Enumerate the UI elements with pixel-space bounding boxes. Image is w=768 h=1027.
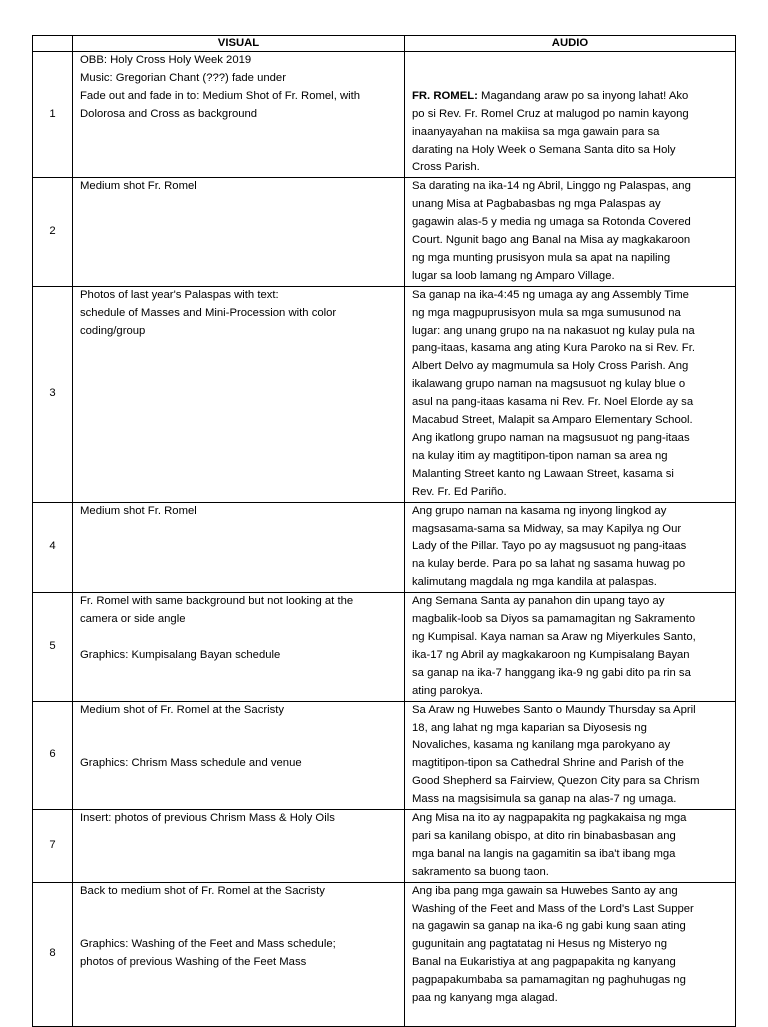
table-row xyxy=(33,502,736,593)
header-num xyxy=(33,36,73,52)
audio-line: paa ng kanyang mga alagad. xyxy=(412,992,558,1005)
visual-line xyxy=(80,901,400,919)
visual-line: Photos of last year's Palaspas with text: xyxy=(80,288,279,301)
audio-line: Sa Araw ng Huwebes Santo o Maundy Thursday sa April xyxy=(412,703,696,716)
visual-line: Medium shot Fr. Romel xyxy=(80,504,197,517)
audio-line: Cross Parish. xyxy=(412,161,480,174)
table-row xyxy=(33,882,736,1026)
table-row xyxy=(33,178,736,286)
audio-line: Macabud Street, Malapit sa Amparo Elementary School. xyxy=(412,414,693,427)
visual-cell xyxy=(73,810,405,883)
audio-line: Albert Delvo ay magmumula sa Holy Cross Parish. Ang xyxy=(412,360,689,373)
table-row xyxy=(33,52,736,178)
audio-line: asul na pang-itaas kasama ni Rev. Fr. Noel Elorde ay sa xyxy=(412,396,694,409)
audio-line: pagpapakumbaba sa pamamagitan ng paghuhugas ng xyxy=(412,974,686,987)
row-number: 2 xyxy=(33,178,73,286)
visual-line: Insert: photos of previous Chrism Mass & Holy Oils xyxy=(80,812,335,825)
audio-line: Ang Misa na ito ay nagpapakita ng pagkakaisa ng mga xyxy=(412,812,687,825)
speaker-label: FR. ROMEL: xyxy=(412,89,478,102)
table-row xyxy=(33,593,736,701)
visual-line xyxy=(80,918,400,936)
audio-line: Banal na Eukaristiya at ang pagpapakita ng kanyang xyxy=(412,956,676,969)
audio-line: ng mga magpuprusisyon mula sa mga sumusunod na xyxy=(412,306,681,319)
audio-line: Malanting Street kanto ng Lawaan Street, kasama si xyxy=(412,467,674,480)
visual-cell xyxy=(73,593,405,701)
audio-cell xyxy=(405,52,736,178)
audio-line-text: Magandang araw po sa inyong lahat! Ako xyxy=(477,89,689,102)
audio-line: ika-17 ng Abril ay magkakaroon ng Kumpisalang Bayan xyxy=(412,648,690,661)
audio-line: na gagawin sa ganap na ika-6 ng gabi kung saan ating xyxy=(412,920,686,933)
audio-cell xyxy=(405,701,736,809)
visual-cell xyxy=(73,52,405,178)
audio-line: lugar sa loob lamang ng Amparo Village. xyxy=(412,269,615,282)
audio-line: inaanyayahan na makiisa sa mga gawain para sa xyxy=(412,125,660,138)
visual-line: Fr. Romel with same background but not looking at the xyxy=(80,595,354,608)
audio-line: magsasama-sama sa Midway, sa may Kapilya ng Our xyxy=(412,522,682,535)
audio-line: Ang grupo naman na kasama ng inyong lingkod ay xyxy=(412,504,667,517)
audio-line: kalimutang magdala ng mga kandila at palaspas. xyxy=(412,576,657,589)
audio-line: Good Shepherd sa Fairview, Quezon City para sa Chrism xyxy=(412,775,700,788)
visual-line: Music: Gregorian Chant (???) fade under xyxy=(80,71,286,84)
audio-line: sakramento sa buong taon. xyxy=(412,865,549,878)
audio-line: ating parokya. xyxy=(412,684,483,697)
visual-line xyxy=(80,720,400,738)
audio-line: pari sa kanilang obispo, at dito rin binabasbasan ang xyxy=(412,829,676,842)
audio-line: Ang Semana Santa ay panahon din upang tayo ay xyxy=(412,595,665,608)
audio-line: Washing of the Feet and Mass of the Lord's Last Supper xyxy=(412,902,694,915)
row-number: 5 xyxy=(33,593,73,701)
visual-line: Back to medium shot of Fr. Romel at the Sacristy xyxy=(80,884,325,897)
row-number: 6 xyxy=(33,701,73,809)
audio-line: na kulay itim ay magtitipon-tipon naman sa area ng xyxy=(412,449,668,462)
header-visual: VISUAL xyxy=(73,36,405,52)
audio-line: lugar: ang unang grupo na na nakasuot ng kulay pula na xyxy=(412,324,695,337)
header-row xyxy=(33,36,736,52)
audio-line: Mass na magsisimula sa ganap na alas-7 ng umaga. xyxy=(412,793,677,806)
audio-line: gugunitain ang pagtatatag ni Hesus ng Misteryo ng xyxy=(412,938,667,951)
audio-line: sa ganap na ika-7 hanggang ika-9 ng gabi dito pa rin sa xyxy=(412,666,691,679)
row-number: 1 xyxy=(33,52,73,178)
visual-line: Graphics: Washing of the Feet and Mass schedule; xyxy=(80,938,336,951)
visual-cell xyxy=(73,882,405,1026)
visual-cell xyxy=(73,701,405,809)
audio-cell xyxy=(405,178,736,286)
visual-line: Medium shot Fr. Romel xyxy=(80,180,197,193)
visual-cell xyxy=(73,502,405,593)
header-audio: AUDIO xyxy=(405,36,736,52)
audio-line: Ang iba pang mga gawain sa Huwebes Santo ay ang xyxy=(412,884,678,897)
audio-line: Novaliches, kasama ng kanilang mga parokyano ay xyxy=(412,739,671,752)
audio-line: na kulay berde. Para po sa lahat ng sasama huwag po xyxy=(412,558,686,571)
audio-line: unang Misa at Pagbabasbas ng mga Palaspas ay xyxy=(412,198,661,211)
audio-line: 18, ang lahat ng mga kaparian sa Diyosesis ng xyxy=(412,721,647,734)
audio-line: magtitipon-tipon sa Cathedral Shrine and Parish of the xyxy=(412,757,684,770)
visual-line: Medium shot of Fr. Romel at the Sacristy xyxy=(80,703,285,716)
visual-line: OBB: Holy Cross Holy Week 2019 xyxy=(80,54,252,66)
table-body xyxy=(33,52,736,1027)
audio-line: ng mga munting prusisyon mula sa apat na napiling xyxy=(412,251,671,264)
visual-line: coding/group xyxy=(80,324,146,337)
visual-line: photos of previous Washing of the Feet Mass xyxy=(80,956,307,969)
table-row xyxy=(33,810,736,883)
audio-line: Ang ikatlong grupo naman na magsusuot ng pang-itaas xyxy=(412,432,690,444)
visual-line xyxy=(80,629,400,647)
row-number: 8 xyxy=(33,882,73,1026)
visual-cell xyxy=(73,178,405,286)
row-number: 4 xyxy=(33,502,73,593)
audio-cell xyxy=(405,810,736,883)
audio-line: Rev. Fr. Ed Pariño. xyxy=(412,485,507,498)
audio-cell xyxy=(405,593,736,701)
table-row xyxy=(33,701,736,809)
spacer xyxy=(412,70,731,88)
visual-line: Graphics: Chrism Mass schedule and venue xyxy=(80,757,302,770)
audio-line: Sa darating na ika-14 ng Abril, Linggo ng Palaspas, ang xyxy=(412,180,691,193)
visual-line xyxy=(80,737,400,755)
script-table xyxy=(32,35,736,1027)
audio-line xyxy=(412,88,731,106)
audio-line: po si Rev. Fr. Romel Cruz at malugod po namin kayong xyxy=(412,107,689,120)
row-number: 7 xyxy=(33,810,73,883)
audio-cell xyxy=(405,882,736,1026)
audio-line: pang-itaas, kasama ang ating Kura Paroko na si Rev. Fr. xyxy=(412,342,695,355)
audio-line: Court. Ngunit bago ang Banal na Misa ay magkakaroon xyxy=(412,234,691,247)
audio-line: gagawin alas-5 y media ng umaga sa Rotonda Covered xyxy=(412,216,691,229)
row-number: 3 xyxy=(33,286,73,502)
spacer xyxy=(412,52,731,70)
audio-line: ikalawang grupo naman na magsusuot ng kulay blue o xyxy=(412,378,686,391)
visual-line: schedule of Masses and Mini-Procession with color xyxy=(80,306,337,319)
audio-line: darating na Holy Week o Semana Santa dito sa Holy xyxy=(412,143,676,156)
audio-cell xyxy=(405,286,736,502)
visual-line: Fade out and fade in to: Medium Shot of Fr. Romel, with xyxy=(80,89,361,102)
visual-line: camera or side angle xyxy=(80,613,186,626)
audio-line: Sa ganap na ika-4:45 ng umaga ay ang Assembly Time xyxy=(412,288,689,301)
audio-cell xyxy=(405,502,736,593)
audio-line: mga banal na langis na gagamitin sa iba't ibang mga xyxy=(412,847,676,860)
spacer xyxy=(412,1008,731,1026)
audio-line: magbalik-loob sa Diyos sa pamamagitan ng Sakramento xyxy=(412,613,696,626)
visual-line: Graphics: Kumpisalang Bayan schedule xyxy=(80,648,281,661)
audio-line: Lady of the Pillar. Tayo po ay magsusuot ng pang-itaas xyxy=(412,540,687,553)
audio-line: ng Kumpisal. Kaya naman sa Araw ng Miyerkules Santo, xyxy=(412,630,696,643)
table-row xyxy=(33,286,736,502)
visual-cell xyxy=(73,286,405,502)
visual-line: Dolorosa and Cross as background xyxy=(80,107,258,120)
